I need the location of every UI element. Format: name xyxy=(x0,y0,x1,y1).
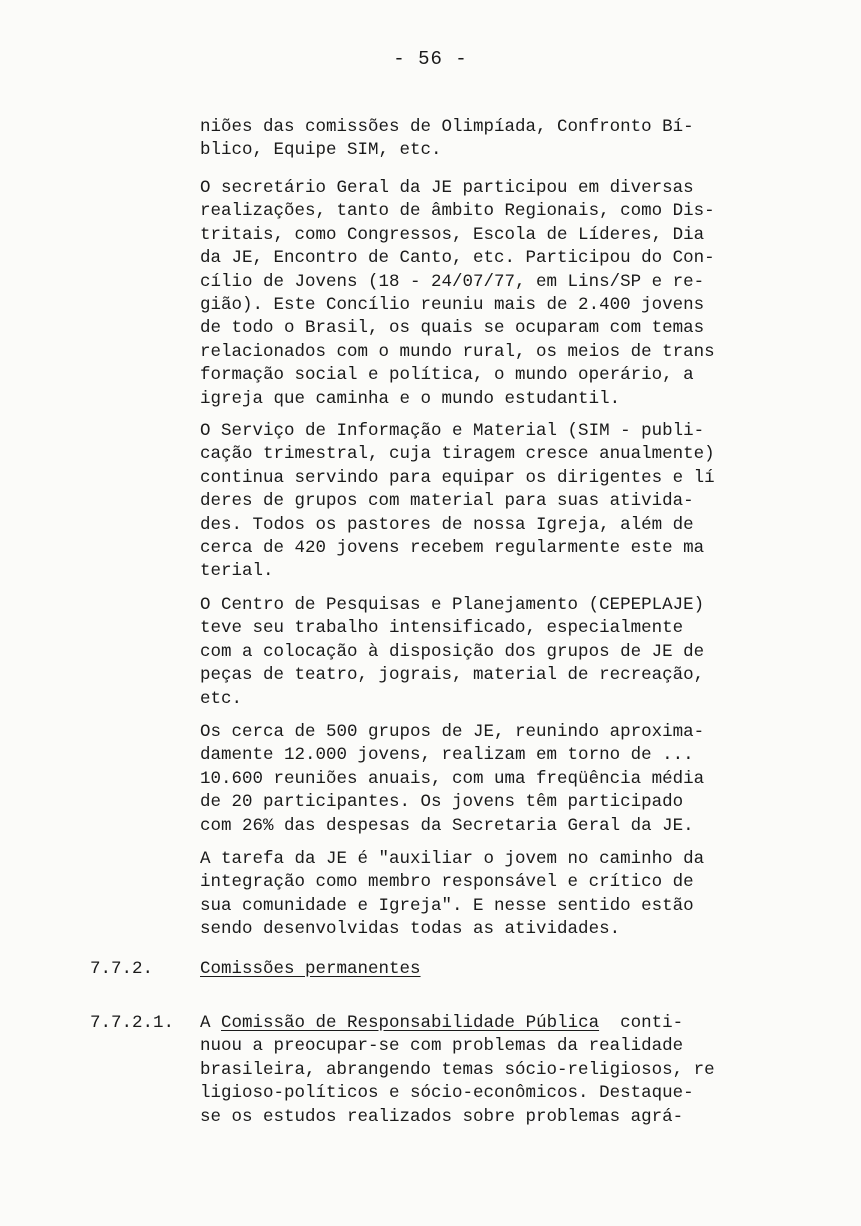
paragraph-olimpiada xyxy=(200,116,740,163)
text-line xyxy=(200,1012,740,1035)
text-line: da JE, Encontro de Canto, etc. Participou do Con- xyxy=(200,248,715,269)
paragraph-cepeplaje xyxy=(200,594,740,711)
text-line: integração como membro responsável e crítico de xyxy=(200,872,694,893)
text-line: niões das comissões de Olimpíada, Confronto Bí- xyxy=(200,117,694,137)
section-number-7-7-2: 7.7.2. xyxy=(90,959,154,979)
text-line: de 20 participantes. Os jovens têm participado xyxy=(200,792,684,813)
text-line: 10.600 reuniões anuais, com uma freqüência média xyxy=(200,768,705,789)
text-line: O secretário Geral da JE participou em diversas xyxy=(200,178,694,198)
text-line: terial. xyxy=(200,561,274,582)
text-line: cerca de 420 jovens recebem regularmente este ma xyxy=(200,538,705,559)
text-line: cação trimestral, cuja tiragem cresce anualmente) xyxy=(200,444,715,465)
text-line: gião). Este Concílio reuniu mais de 2.400 jovens xyxy=(200,295,705,316)
text-line: Os cerca de 500 grupos de JE, reunindo aproxima- xyxy=(200,722,705,742)
page-number: - 56 - xyxy=(393,48,468,70)
text-line: com 26% das despesas da Secretaria Geral da JE. xyxy=(200,815,694,836)
text-line: formação social e política, o mundo operário, a xyxy=(200,365,694,386)
text-line: blico, Equipe SIM, etc. xyxy=(200,140,442,161)
text-line: des. Todos os pastores de nossa Igreja, além de xyxy=(200,514,694,535)
text-line: O Serviço de Informação e Material (SIM - publi- xyxy=(200,421,705,441)
text-line: peças de teatro, jograis, material de recreação, xyxy=(200,665,705,686)
text-line: continua servindo para equipar os dirigentes e lí xyxy=(200,467,715,488)
line-tail: conti- xyxy=(599,1013,684,1033)
commission-title: Comissão de Responsabilidade Pública xyxy=(221,1013,600,1033)
text-line: se os estudos realizados sobre problemas agrá- xyxy=(200,1106,684,1127)
text-line: ligioso-políticos e sócio-econômicos. Destaque- xyxy=(200,1083,694,1104)
text-line: teve seu trabalho intensificado, especialmente xyxy=(200,618,684,639)
text-line: A tarefa da JE é "auxiliar o jovem no caminho da xyxy=(200,849,705,869)
text-line: nuou a preocupar-se com problemas da realidade xyxy=(200,1036,684,1057)
text-line: O Centro de Pesquisas e Planejamento (CEPEPLAJE) xyxy=(200,595,705,615)
paragraph-grupos xyxy=(200,721,740,838)
text-line: igreja que caminha e o mundo estudantil. xyxy=(200,388,621,409)
text-line: sendo desenvolvidas todas as atividades. xyxy=(200,919,621,940)
paragraph-tarefa xyxy=(200,848,740,942)
lead-text: A xyxy=(200,1013,222,1033)
text-line: damente 12.000 jovens, realizam em torno de ... xyxy=(200,745,694,766)
paragraph-sim xyxy=(200,420,740,584)
section-title-comissoes-permanentes: Comissões permanentes xyxy=(200,959,421,979)
text-line: sua comunidade e Igreja". E nesse sentido estão xyxy=(200,895,694,916)
paragraph-responsabilidade-publica xyxy=(200,1012,740,1129)
text-line: brasileira, abrangendo temas sócio-religiosos, re xyxy=(200,1059,715,1080)
text-line: cílio de Jovens (18 - 24/07/77, em Lins/SP e re- xyxy=(200,271,705,292)
text-line: relacionados com o mundo rural, os meios de trans xyxy=(200,341,715,362)
text-line: tritais, como Congressos, Escola de Líderes, Dia xyxy=(200,224,705,245)
text-line: etc. xyxy=(200,688,243,709)
paragraph-secretario xyxy=(200,177,740,411)
text-line: deres de grupos com material para suas ativida- xyxy=(200,491,694,512)
text-line: com a colocação à disposição dos grupos de JE de xyxy=(200,641,705,662)
section-number-7-7-2-1: 7.7.2.1. xyxy=(90,1013,175,1033)
text-line: realizações, tanto de âmbito Regionais, como Dis- xyxy=(200,201,715,222)
text-line: de todo o Brasil, os quais se ocuparam com temas xyxy=(200,318,705,339)
